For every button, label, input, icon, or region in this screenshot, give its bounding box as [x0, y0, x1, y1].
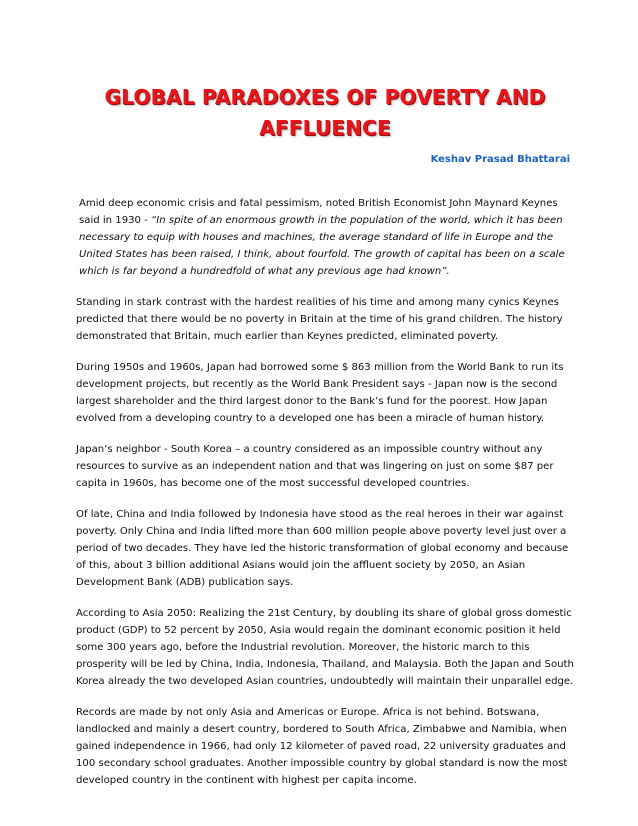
keynes-quote: “In spite of an enormous growth in the population of the world, which it has been necessary to equip with houses and machines, the average standard of life in Europe and the United States has been raised, I think, about fourfold. The growth of capital has been on a scale which is far beyond a hundredfold of what any previous age had known”. — [79, 215, 565, 277]
paragraph-south-korea: Japan’s neighbor - South Korea – a country considered as an impossible country without any resources to survive as an independent nation and that was lingering on just on some $87 per capita in 1960s, has become one of the most successful developed countries. — [76, 444, 554, 489]
author-name: Keshav Prasad Bhattarai — [430, 154, 570, 165]
paragraph-lead: Amid deep economic crisis and fatal pessimism, noted British Economist John Maynard Keynes said in 1930 - — [79, 198, 558, 226]
article-body — [76, 195, 574, 789]
document-title — [76, 0, 574, 144]
paragraph-japan: During 1950s and 1960s, Japan had borrowed some $ 863 million from the World Bank to run its development projects, but recently as the World Bank President says - Japan now is the second largest shareholder and the third largest donor to the Bank’s fund for the poorest. How Japan evolved from a developing country to a developed one has been a miracle of human history. — [76, 362, 564, 424]
paragraph-china-india: Of late, China and India followed by Indonesia have stood as the real heroes in their war against poverty. Only China and India lifted more than 600 million people above poverty level just over a period of two decades. They have led the historic transformation of global economy and because of this, about 3 billion additional Asians would join the affluent society by 2050, an Asian Development Bank (ADB) publication says. — [76, 509, 569, 588]
title-line-1: GLOBAL PARADOXES OF POVERTY AND — [104, 85, 546, 109]
paragraph-africa: Records are made by not only Asia and Americas or Europe. Africa is not behind. Botswana, landlocked and mainly a desert country, bordered to South Africa, Zimbabwe and Namibia, when gained independence in 1966, had only 12 kilometer of paved road, 22 university graduates and 100 secondary school graduates. Another impossible country by global standard is now the most developed country in the continent with highest per capita income. — [76, 707, 568, 786]
title-line-2: AFFLUENCE — [259, 116, 391, 140]
paragraph-asia-2050: According to Asia 2050: Realizing the 21st Century, by doubling its share of global gross domestic product (GDP) to 52 percent by 2050, Asia would regain the dominant economic position it held some 300 years ago, before the Industrial revolution. Moreover, the historic march to this prosperity will be led by China, India, Indonesia, Thailand, and Malaysia. Both the Japan and South Korea already the two developed Asian countries, undoubtedly will maintain their unparallel edge. — [76, 608, 574, 687]
paragraph-britain: Standing in stark contrast with the hardest realities of his time and among many cynics Keynes predicted that there would be no poverty in Britain at the time of his grand children. The history demonstrated that Britain, much earlier than Keynes predicted, eliminated poverty. — [76, 297, 563, 342]
paragraph-keynes-quote — [76, 195, 574, 280]
